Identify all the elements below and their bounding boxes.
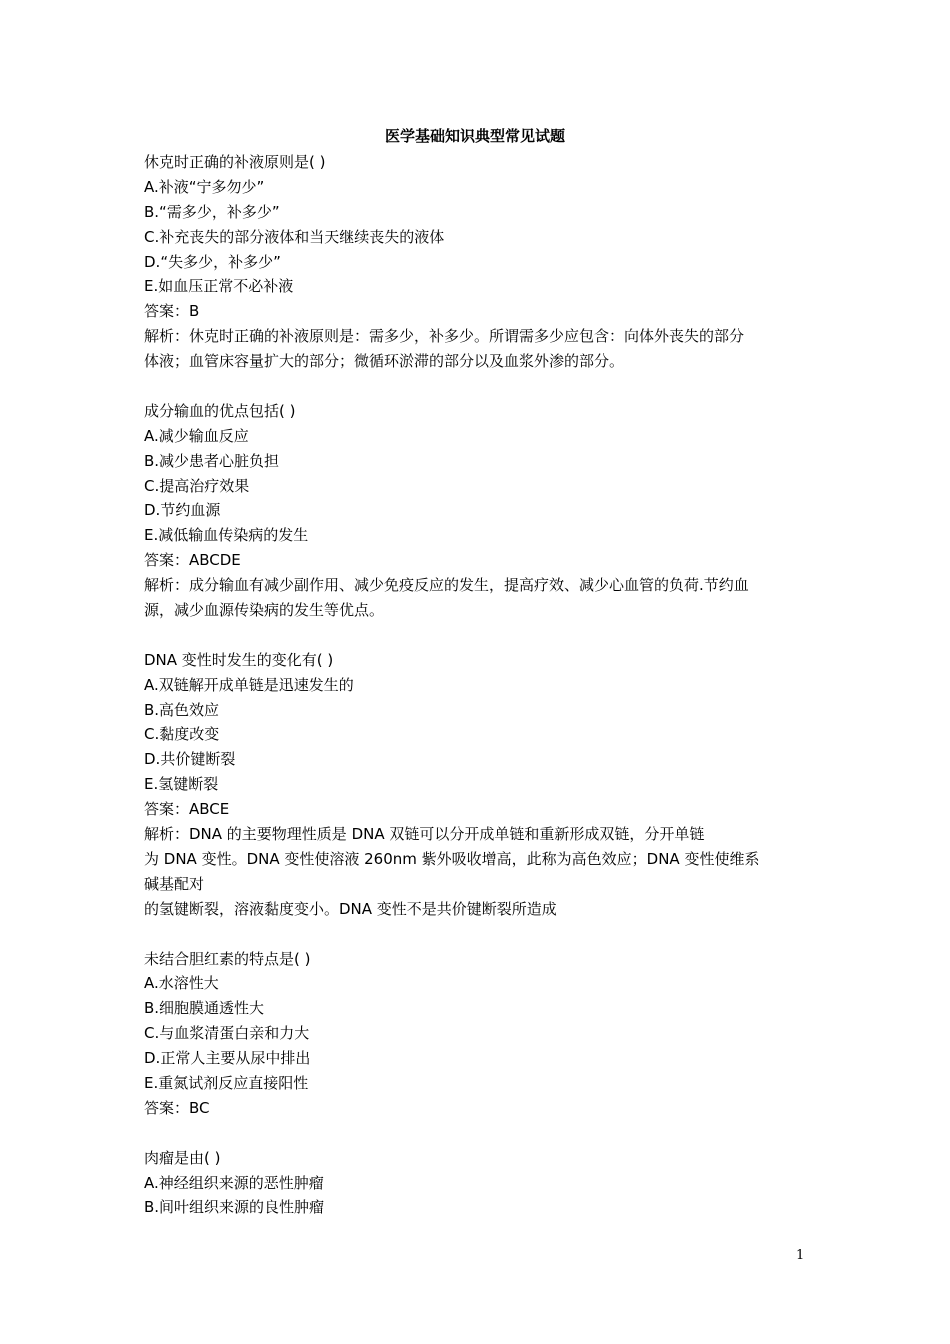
- option-a: A.水溶性大: [144, 974, 219, 993]
- question-block: [144, 947, 814, 1121]
- analysis-line: 解析：休克时正确的补液原则是：需多少，补多少。所谓需多少应包含：向体外丧失的部分: [144, 327, 745, 346]
- option-a: A.双链解开成单链是迅速发生的: [144, 675, 354, 694]
- analysis-line: 碱基配对: [144, 874, 205, 893]
- question-block: [144, 150, 814, 374]
- question-block: [144, 399, 814, 623]
- option-b: B.“需多少，补多少”: [144, 202, 280, 221]
- option-b: B.细胞膜通透性大: [144, 999, 265, 1018]
- spacer: [144, 1121, 814, 1146]
- question-stem: 休克时正确的补液原则是( ): [144, 153, 326, 171]
- analysis-line: 为 DNA 变性。DNA 变性使溶液 260nm 紫外吸收增高，此称为高色效应；DNA 变性使维系: [144, 849, 760, 868]
- option-d: D.共价键断裂: [144, 750, 236, 769]
- question-stem: 肉瘤是由( ): [144, 1148, 221, 1167]
- spacer: [144, 623, 814, 648]
- option-e: E.重氮试剂反应直接阳性: [144, 1073, 309, 1092]
- page-number: 1: [796, 1248, 805, 1263]
- spacer: [144, 922, 814, 947]
- option-b: B.减少患者心脏负担: [144, 451, 280, 470]
- document-title: 医学基础知识典型常见试题: [384, 127, 565, 145]
- option-c: C.黏度改变: [144, 725, 220, 744]
- option-a: A.补液“宁多勿少”: [144, 177, 265, 196]
- answer-line: 答案：B: [144, 302, 200, 321]
- option-c: C.与血浆清蛋白亲和力大: [144, 1024, 310, 1043]
- option-b: B.间叶组织来源的良性肿瘤: [144, 1198, 325, 1217]
- analysis-line: 解析：成分输血有减少副作用、减少免疫反应的发生，提高疗效、减少心血管的负荷.节约血: [144, 576, 749, 595]
- option-e: E.减低输血传染病的发生: [144, 526, 309, 545]
- analysis-line: 解析：DNA 的主要物理性质是 DNA 双链可以分开成单链和重新形成双链，分开单链: [144, 825, 705, 844]
- question-block: [144, 1146, 814, 1221]
- option-e: E.氢键断裂: [144, 775, 219, 794]
- option-a: A.神经组织来源的恶性肿瘤: [144, 1173, 324, 1192]
- answer-line: 答案：ABCE: [144, 800, 230, 819]
- option-a: A.减少输血反应: [144, 426, 249, 445]
- question-stem: DNA 变性时发生的变化有( ): [144, 650, 334, 669]
- document-body: [144, 150, 814, 1220]
- answer-line: 答案：ABCDE: [144, 551, 241, 570]
- option-d: D.正常人主要从尿中排出: [144, 1049, 311, 1068]
- option-c: C.提高治疗效果: [144, 476, 250, 495]
- question-stem: 成分输血的优点包括( ): [144, 401, 296, 420]
- option-e: E.如血压正常不必补液: [144, 277, 294, 296]
- option-d: D.节约血源: [144, 501, 221, 520]
- option-d: D.“失多少，补多少”: [144, 252, 281, 271]
- question-stem: 未结合胆红素的特点是( ): [144, 949, 311, 968]
- option-b: B.高色效应: [144, 700, 220, 719]
- spacer: [144, 374, 814, 399]
- option-c: C.补充丧失的部分液体和当天继续丧失的液体: [144, 227, 445, 246]
- analysis-line: 的氢键断裂，溶液黏度变小。DNA 变性不是共价键断裂所造成: [144, 899, 557, 918]
- analysis-line: 体液；血管床容量扩大的部分；微循环淤滞的部分以及血浆外渗的部分。: [144, 352, 625, 371]
- analysis-line: 源，减少血源传染病的发生等优点。: [144, 601, 385, 620]
- answer-line: 答案：BC: [144, 1098, 210, 1117]
- question-block: [144, 648, 814, 922]
